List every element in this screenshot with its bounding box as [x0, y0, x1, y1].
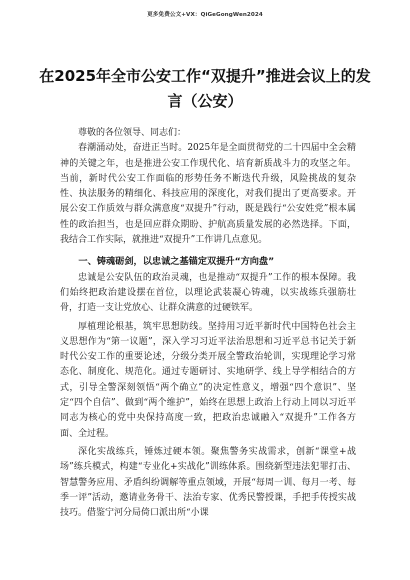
section-1-paragraph-2: 厚植理论根基，筑牢思想防线。坚持用习近平新时代中国特色社会主义思想作为“第一议题”，深入学习习近平法治思想和习近平总书记关于新时代公安工作的重要论述，分级分类开展全警政治轮训，实现理论学习常态化、制度化、规范化。通过专题研讨、实地研学、线上导学相结合的方式，引导全警深刻领悟“两个确立”的决定性意义，增强“四个意识”、坚定“四个自信”、做到“两个维护”，始终在思想上政治上行动上同以习近平同志为核心的党中央保持高度一致，把政治忠诚融入“双提升”工作各方面、全过程。: [60, 321, 356, 439]
salutation: 尊敬的各位领导、同志们：: [78, 128, 187, 138]
header-note: 更多免费公文+VX：QiGeGongWen2024: [147, 12, 263, 18]
section-1-paragraph-1: 忠诚是公安队伍的政治灵魂，也是推动“双提升”工作的根本保障。我们始终把政治建设摆在首位，以理论武装凝心铸魂，以实战练兵强筋壮骨，打造一支让党放心、让群众满意的过硬铁军。: [60, 272, 356, 314]
section-heading-1: 一、铸魂砺剑，以忠诚之基锚定双提升“方向盘”: [78, 256, 275, 268]
document-title: 在2025年全市公安工作“双提升”推进会议上的发言（公安）: [39, 67, 371, 110]
document-body: [60, 126, 356, 521]
section-1-paragraph-3: 深化实战练兵，锤炼过硬本领。聚焦警务实战需求，创新“课堂+战场”练兵模式，构建“专业化+实战化”训练体系。围绕新型违法犯罪打击、智慧警务应用、矛盾纠纷调解等重点领域，开展“每周一训、每月一考、每季一评”活动，邀请业务骨干、法治专家、优秀民警授课，手把手传授实战技巧。借鉴宁河分局倚口派出所“小课: [60, 446, 356, 519]
intro-paragraph: 春潮涌动处，奋进正当时。2025年是全面贯彻党的二十四届中全会精神的关键之年，也是推进公安工作现代化、培育新质战斗力的攻坚之年。当前，新时代公安工作面临的形势任务不断迭代升级，风险挑战的复杂性、执法服务的精细化、科技应用的深度化，对我们提出了更高要求。开展公安工作质效与群众满意度“双提升”行动，既是践行“公安姓党”根本属性的政治担当，也是回应群众期盼、护航高质量发展的必然选择。下面，我结合工作实际，就推进“双提升”工作讲几点意见。: [60, 143, 356, 246]
